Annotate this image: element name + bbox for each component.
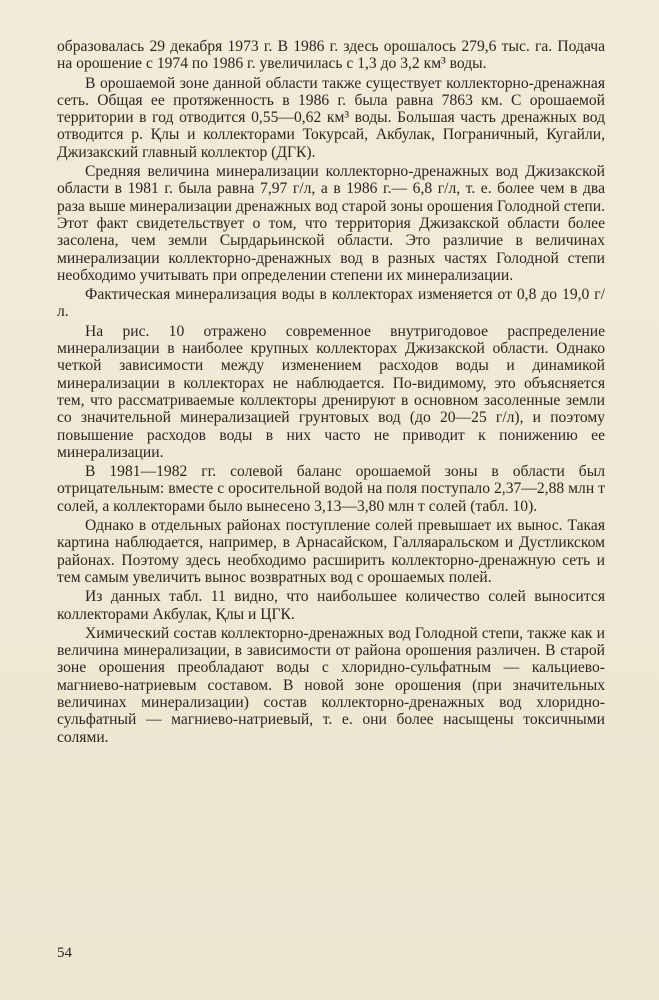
paragraph-3: Средняя величина минерализации коллекторно-дренажных вод Джизакской области в 1981 г. была равна 7,97 г/л, а в 1986 г.— 6,8 г/л, т. е. более чем в два раза выше минерализации дренажных вод старой зоны орошения Голодной степи. Этот факт свидетельствует о том, что территория Джизакской области более засолена, чем земли Сырдарьинской области. Это различие в величинах минерализации коллекторно-дренажных вод в разных частях Голодной степи необходимо учитывать при определении степени их минерализации.	[57, 163, 605, 284]
paragraph-8: Из данных табл. 11 видно, что наибольшее количество солей выносится коллекторами Акбулак, Қлы и ЦГК.	[57, 588, 605, 623]
paragraph-5: На рис. 10 отражено современное внутригодовое распределение минерализации в наиболее крупных коллекторах Джизакской области. Однако четкой зависимости между изменением расходов воды и динамикой минерализации в коллекторах не наблюдается. По-видимому, это объясняется тем, что рассматриваемые коллекторы дренируют в основном засоленные земли со значительной минерализацией грунтовых вод (до 20—25 г/л), и поэтому повышение расходов воды в них часто не приводит к понижению ее минерализации.	[57, 322, 605, 461]
paragraph-1: образовалась 29 декабря 1973 г. В 1986 г. здесь орошалось 279,6 тыс. га. Подача на орошение с 1974 по 1986 г. увеличилась с 1,3 до 3,2 км³ воды.	[57, 38, 605, 73]
paragraph-6: В 1981—1982 гг. солевой баланс орошаемой зоны в области был отрицательным: вместе с оросительной водой на поля поступало 2,37—2,88 млн т солей, а коллекторами было вынесено 3,13—3,80 млн т солей (табл. 10).	[57, 463, 605, 515]
body-text	[57, 38, 605, 746]
paragraph-2: В орошаемой зоне данной области также существует коллекторно-дренажная сеть. Общая ее протяженность в 1986 г. была равна 7863 км. С орошаемой территории в год отводится 0,55—0,62 км³ воды. Большая часть дренажных вод отводится р. Қлы и коллекторами Токурсай, Акбулак, Пограничный, Кугайли, Джизакский главный коллектор (ДГК).	[57, 74, 605, 161]
paragraph-9: Химический состав коллекторно-дренажных вод Голодной степи, также как и величина минерализации, в зависимости от района орошения различен. В старой зоне орошения преобладают воды с хлоридно-сульфатным — кальциево-магниево-натриевым составом. В новой зоне орошения (при значительных величинах минерализации) состав коллекторно-дренажных вод хлоридно-сульфатный — магниево-натриевый, т. е. они более насыщены токсичными солями.	[57, 624, 605, 746]
paragraph-7: Однако в отдельных районах поступление солей превышает их вынос. Такая картина наблюдается, например, в Арнасайском, Галляаральском и Дустликском районах. Поэтому здесь необходимо расширить коллекторно-дренажную сеть и тем самым увеличить вынос возвратных вод с орошаемых полей.	[57, 517, 605, 586]
page-number: 54	[57, 945, 72, 961]
paragraph-4: Фактическая минерализация воды в коллекторах изменяется от 0,8 до 19,0 г/л.	[57, 286, 605, 321]
